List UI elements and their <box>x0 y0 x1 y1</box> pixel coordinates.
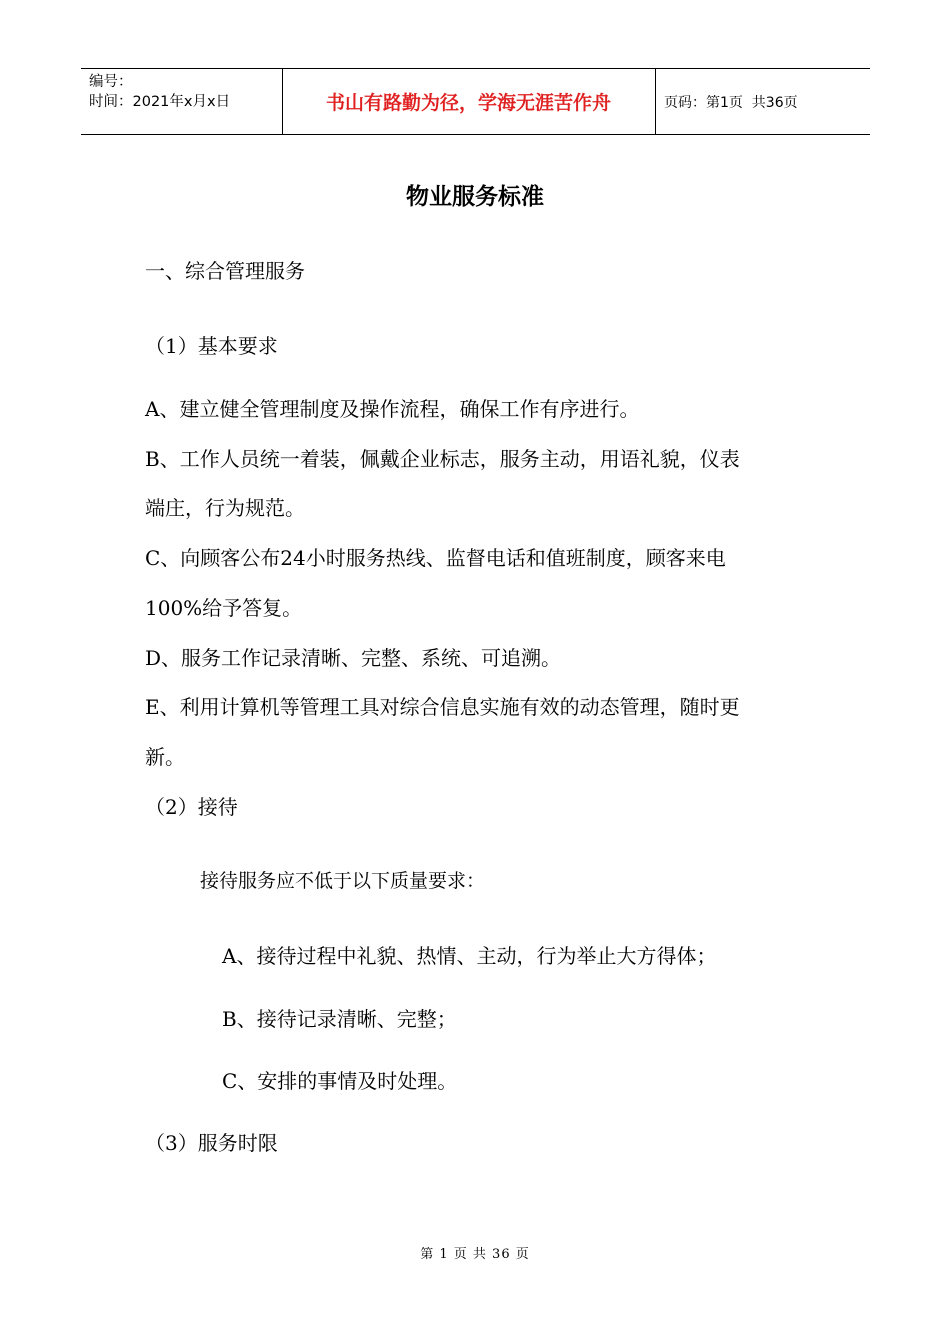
page-footer: 第 1 页 共 36 页 <box>420 1247 530 1262</box>
requirement-item-e-line1: E、利用计算机等管理工具对综合信息实施有效的动态管理，随时更 <box>145 695 740 719</box>
header-meta <box>89 72 230 112</box>
sub1-heading: （1）基本要求 <box>145 334 278 358</box>
reception-item-b: B、接待记录清晰、完整； <box>222 1007 457 1031</box>
requirement-item-d: D、服务工作记录清晰、完整、系统、可追溯。 <box>145 646 562 670</box>
header-number-label: 编号： <box>89 74 133 90</box>
page-header <box>81 68 870 135</box>
reception-item-a: A、接待过程中礼貌、热情、主动，行为举止大方得体； <box>222 944 717 968</box>
reception-intro: 接待服务应不低于以下质量要求： <box>200 870 486 892</box>
document-title: 物业服务标准 <box>406 184 544 210</box>
requirement-item-c-line2: 100%给予答复。 <box>145 596 303 620</box>
header-time-label: 时间：2021年x月x日 <box>89 94 231 110</box>
requirement-item-b-line1: B、工作人员统一着装，佩戴企业标志，服务主动，用语礼貌，仪表 <box>145 447 740 471</box>
header-divider-right <box>655 69 656 134</box>
requirement-item-a: A、建立健全管理制度及操作流程，确保工作有序进行。 <box>145 397 640 421</box>
requirement-item-b-line2: 端庄，行为规范。 <box>145 496 305 520</box>
requirement-item-e-line2: 新。 <box>145 745 185 769</box>
requirement-item-c-line1: C、向顾客公布24小时服务热线、监督电话和值班制度，顾客来电 <box>145 546 726 570</box>
header-page-info-text: 页码：第1页 共36页 <box>664 94 798 111</box>
section1-heading: 一、综合管理服务 <box>145 259 305 283</box>
sub3-heading: （3）服务时限 <box>145 1131 278 1155</box>
sub2-heading: （2）接待 <box>145 795 238 819</box>
reception-item-c: C、安排的事情及时处理。 <box>222 1069 458 1093</box>
header-page-info <box>664 69 798 134</box>
header-motto: 书山有路勤为径，学海无涯苦作舟 <box>325 92 611 114</box>
